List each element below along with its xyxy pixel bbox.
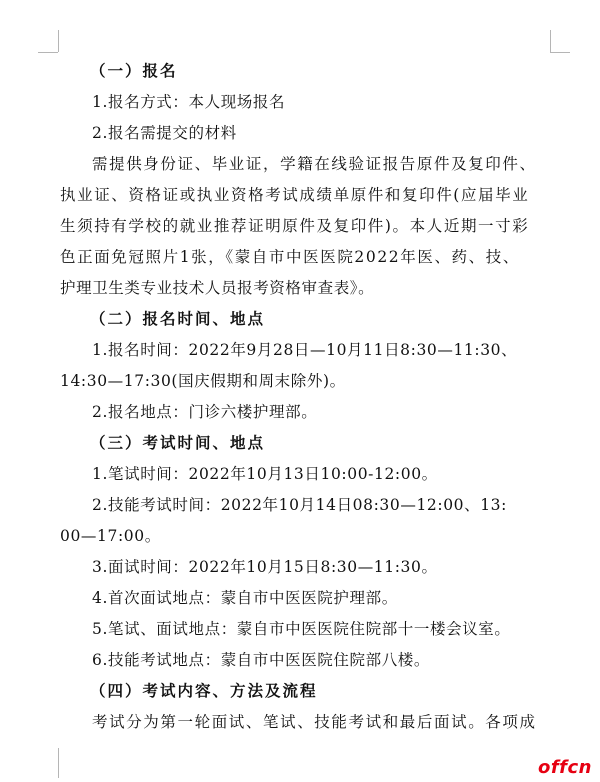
- margin-corner-mark: [58, 748, 59, 778]
- paragraph-line: 2.报名需提交的材料: [92, 124, 237, 142]
- paragraph-line: 色正面免冠照片1张，《蒙自市中医医院2022年医、药、技、: [60, 248, 520, 266]
- paragraph-line: 执业证、资格证或执业资格考试成绩单原件和复印件(应届毕业: [60, 186, 530, 204]
- margin-corner-mark: [58, 30, 59, 52]
- paragraph-line: 1.报名时间：2022年9月28日—10月11日8:30—11:30、: [92, 341, 518, 359]
- offcn-watermark: offcn: [537, 757, 592, 778]
- section-heading-3: （三）考试时间、地点: [90, 433, 266, 452]
- paragraph-line: 2.技能考试时间：2022年10月14日08:30—12:00、13:: [92, 496, 507, 514]
- paragraph-line: 1.笔试时间：2022年10月13日10:00-12:00。: [92, 465, 438, 483]
- section-heading-1: （一）报名: [90, 61, 178, 80]
- paragraph-line: 3.面试时间：2022年10月15日8:30—11:30。: [92, 558, 438, 576]
- paragraph-line: 需提供身份证、毕业证，学籍在线验证报告原件及复印件、: [92, 155, 537, 173]
- paragraph-line: 生须持有学校的就业推荐证明原件及复印件)。本人近期一寸彩: [60, 217, 530, 235]
- paragraph-line: 6.技能考试地点：蒙自市中医医院住院部八楼。: [92, 651, 430, 669]
- paragraph-line: 14:30—17:30(国庆假期和周末除外)。: [60, 372, 346, 390]
- paragraph-line: 00—17:00。: [60, 527, 161, 545]
- margin-corner-mark: [550, 30, 551, 52]
- margin-corner-mark: [38, 52, 58, 53]
- paragraph-line: 考试分为第一轮面试、笔试、技能考试和最后面试。各项成: [92, 713, 537, 731]
- paragraph-line: 2.报名地点：门诊六楼护理部。: [92, 403, 318, 421]
- margin-corner-mark: [550, 52, 570, 53]
- paragraph-line: 5.笔试、面试地点：蒙自市中医医院住院部十一楼会议室。: [92, 620, 511, 638]
- section-heading-4: （四）考试内容、方法及流程: [90, 681, 318, 700]
- paragraph-line: 4.首次面试地点：蒙自市中医医院护理部。: [92, 589, 398, 607]
- section-heading-2: （二）报名时间、地点: [90, 309, 266, 328]
- paragraph-line: 1.报名方式：本人现场报名: [92, 93, 286, 111]
- paragraph-line: 护理卫生类专业技术人员报考资格审查表》。: [60, 279, 375, 297]
